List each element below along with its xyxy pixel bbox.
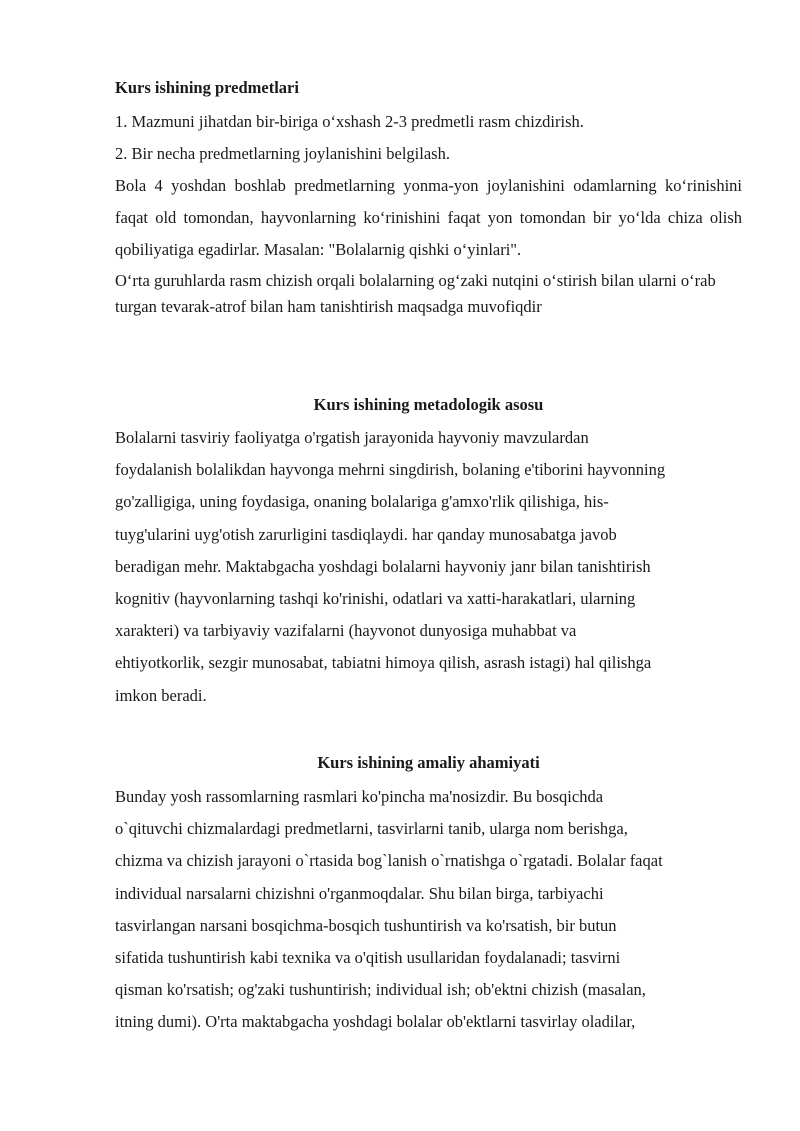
text-line: tuyg'ularini uyg'otish zarurligini tasdiqlaydi. har qanday munosabatga javob bbox=[115, 524, 617, 544]
list-item: 1. Mazmuni jihatdan bir-biriga o‘xshash 2-3 predmetli rasm chizdirish. bbox=[115, 112, 584, 131]
section-predmetlari bbox=[115, 77, 742, 99]
section-metadologik bbox=[115, 394, 742, 416]
list-item: 2. Bir necha predmetlarning joylanishini belgilash. bbox=[115, 144, 450, 163]
text-line: foydalanish bolalikdan hayvonga mehrni singdirish, bolaning e'tiborini hayvonning bbox=[115, 460, 666, 480]
section-heading: Kurs ishining amaliy ahamiyati bbox=[317, 753, 540, 772]
section-heading: Kurs ishining predmetlari bbox=[115, 78, 299, 97]
paragraph: Bola 4 yoshdan boshlab predmetlarning yonma-yon joylanishini odamlarning ko‘rinishini faqat old tomondan, hayvonlarning ko‘rinishini faqat yon tomondan bir yo‘lda chiza olish qobiliyatiga egadirlar. Masalan: "Bolalarnig qishki o‘yinlari". bbox=[115, 176, 742, 259]
text-line: Bunday yosh rassomlarning rasmlari ko'pincha ma'nosizdir. Bu bosqichda bbox=[115, 787, 604, 806]
text-line: itning dumi). O'rta maktabgacha yoshdagi bolalar ob'ektlarni tasvirlay oladilar, bbox=[115, 1012, 636, 1032]
text-line: individual narsalarni chizishni o'rganmoqdalar. Shu bilan birga, tarbiyachi bbox=[115, 883, 604, 903]
text-line: go'zalligiga, uning foydasiga, onaning bolalariga g'amxo'rlik qilishiga, his- bbox=[115, 492, 609, 512]
section-amaliy bbox=[115, 752, 742, 774]
text-line: ehtiyotkorlik, sezgir munosabat, tabiatni himoya qilish, asrash istagi) hal qilishga bbox=[115, 653, 652, 673]
text-line: qisman ko'rsatish; og'zaki tushuntirish; individual ish; ob'ektni chizish (masalan, bbox=[115, 980, 646, 1000]
text-line: kognitiv (hayvonlarning tashqi ko'rinishi, odatlari va xatti-harakatlari, ularning bbox=[115, 589, 636, 609]
text-line: chizma va chizish jarayoni o`rtasida bog`lanish o`rnatishga o`rgatadi. Bolalar faqat bbox=[115, 851, 663, 871]
text-line: tasvirlangan narsani bosqichma-bosqich tushuntirish va ko'rsatish, bir butun bbox=[115, 915, 617, 935]
text-line: o`qituvchi chizmalardagi predmetlarni, tasvirlarni tanib, ularga nom berishga, bbox=[115, 819, 628, 839]
text-line: imkon beradi. bbox=[115, 685, 207, 705]
text-line: Bolalarni tasviriy faoliyatga o'rgatish jarayonida hayvoniy mavzulardan bbox=[115, 428, 589, 447]
section-amaliy-body bbox=[115, 781, 742, 1039]
section-predmetlari-body bbox=[115, 106, 742, 320]
section-heading: Kurs ishining metadologik asosu bbox=[313, 395, 544, 414]
text-line: beradigan mehr. Maktabgacha yoshdagi bolalarni hayvoniy janr bilan tanishtirish bbox=[115, 556, 651, 576]
text-line: xarakteri) va tarbiyaviy vazifalarni (hayvonot dunyosiga muhabbat va bbox=[115, 621, 577, 641]
text-line: sifatida tushuntirish kabi texnika va o'qitish usullaridan foydalanadi; tasvirni bbox=[115, 948, 621, 968]
paragraph: O‘rta guruhlarda rasm chizish orqali bolalarning og‘zaki nutqini o‘stirish bilan ularni o‘rab turgan tevarak-atrof bilan ham tanishtirish maqsadga muvofiqdir bbox=[115, 271, 716, 316]
section-metadologik-body bbox=[115, 422, 742, 712]
